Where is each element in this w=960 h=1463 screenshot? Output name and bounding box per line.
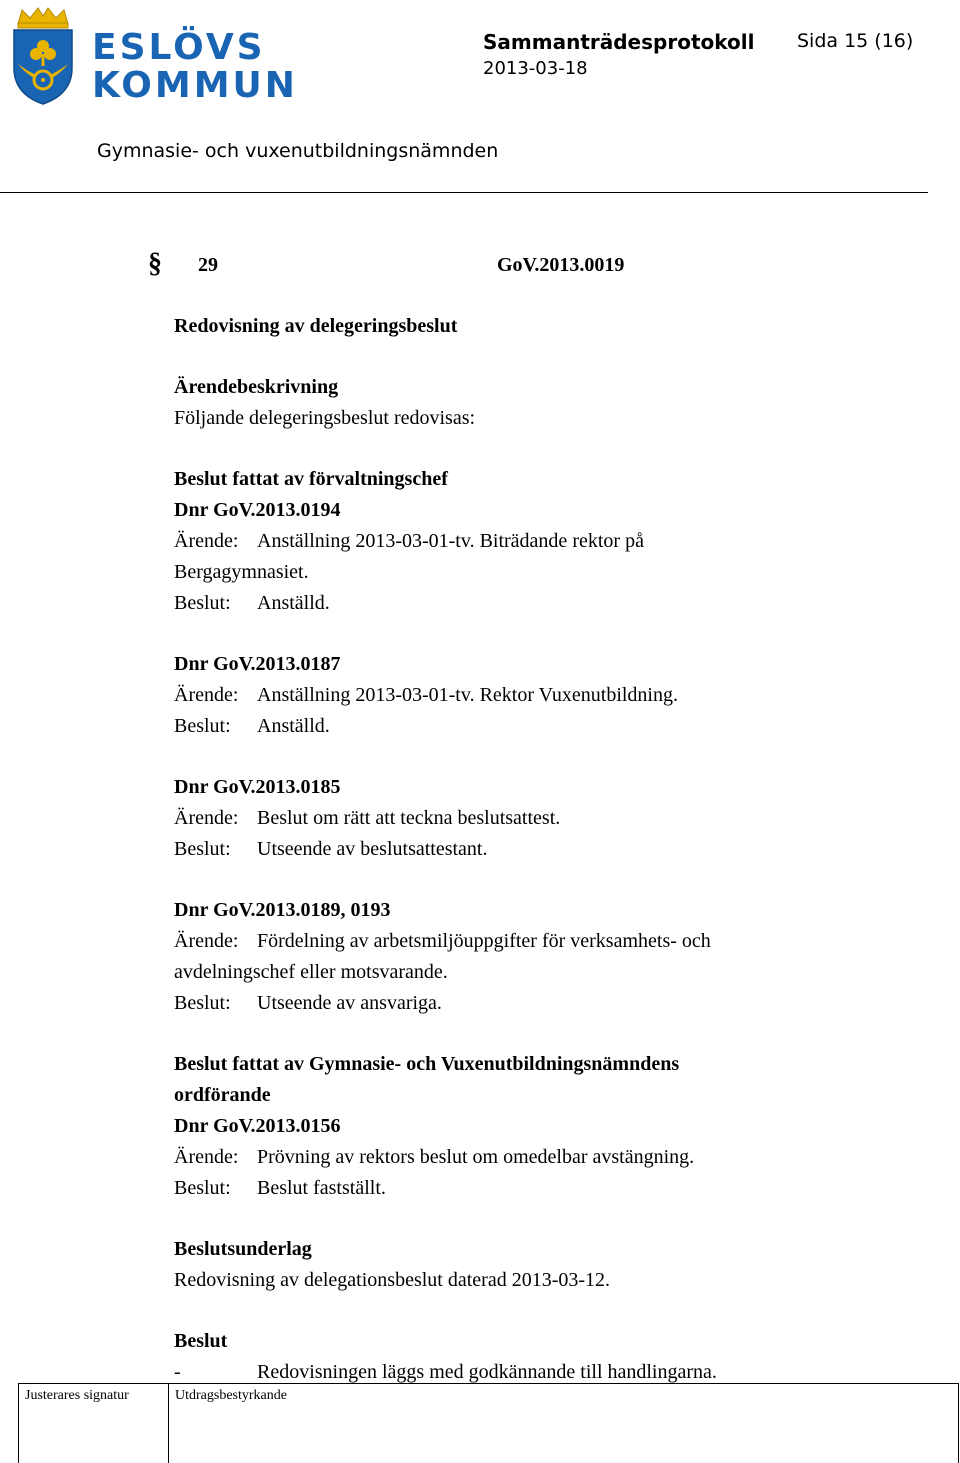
item-arende xyxy=(174,803,934,834)
section-number: 29 xyxy=(198,254,218,276)
protocol-date: 2013-03-18 xyxy=(483,58,588,79)
arende-label: Ärende: xyxy=(174,684,239,706)
arende-text: Anställning 2013-03-01-tv. Rektor Vuxenutbildning. xyxy=(257,684,678,706)
group2-heading: Beslut fattat av Gymnasie- och Vuxenutbildningsnämndens xyxy=(174,1053,680,1075)
footer-cell-utdrag xyxy=(168,1383,959,1463)
section-title: Redovisning av delegeringsbeslut xyxy=(174,315,458,337)
arende-text: Fördelning av arbetsmiljöuppgifter för verksamhets- och xyxy=(257,930,711,952)
item-beslut xyxy=(174,588,934,619)
beslut-item-text: Redovisningen läggs med godkännande till handlingarna. xyxy=(257,1361,717,1383)
arende-label: Ärende: xyxy=(174,1146,239,1168)
arende-text-cont: avdelningschef eller motsvarande. xyxy=(174,961,448,983)
beslutsunderlag-text: Redovisning av delegationsbeslut daterad 2013-03-12. xyxy=(174,1269,611,1291)
paragraph-symbol: § xyxy=(148,248,162,279)
item-arende xyxy=(174,1142,934,1173)
arende-label: Ärende: xyxy=(174,807,239,829)
beslut-heading: Beslut xyxy=(174,1330,228,1352)
beslut-text: Utseende av beslutsattestant. xyxy=(257,838,488,860)
item-dnr: Dnr GoV.2013.0189, 0193 xyxy=(174,899,391,921)
arende-text: Prövning av rektors beslut om omedelbar avstängning. xyxy=(257,1146,695,1168)
arende-text-cont: Bergagymnasiet. xyxy=(174,561,309,583)
utdragsbestyrkande-label: Utdragsbestyrkande xyxy=(175,1388,287,1403)
item-beslut xyxy=(174,711,934,742)
arendebeskrivning-heading: Ärendebeskrivning xyxy=(174,376,339,398)
protocol-title: Sammanträdesprotokoll xyxy=(483,30,755,54)
logo-text-line1: ESLÖVS xyxy=(92,27,266,68)
beslut-text: Anställd. xyxy=(257,592,330,614)
section-header xyxy=(148,248,934,281)
document-body xyxy=(148,248,934,1388)
group1-heading: Beslut fattat av förvaltningschef xyxy=(174,468,448,490)
item-beslut xyxy=(174,1173,934,1204)
beslutsunderlag-heading: Beslutsunderlag xyxy=(174,1238,312,1260)
beslut-label: Beslut: xyxy=(174,715,231,737)
department-name: Gymnasie- och vuxenutbildningsnämnden xyxy=(97,140,499,162)
beslut-label: Beslut: xyxy=(174,992,231,1014)
footer-cell-signature xyxy=(18,1383,168,1463)
item-arende xyxy=(174,526,934,557)
arendebeskrivning-text: Följande delegeringsbeslut redovisas: xyxy=(174,407,476,429)
item-beslut xyxy=(174,834,934,865)
footer-table xyxy=(0,1383,960,1463)
item-dnr: Dnr GoV.2013.0185 xyxy=(174,776,341,798)
beslut-text: Beslut fastställt. xyxy=(257,1177,386,1199)
crest-logo xyxy=(8,6,78,106)
beslut-label: Beslut: xyxy=(174,592,231,614)
header-divider xyxy=(0,192,928,193)
item-dnr: Dnr GoV.2013.0156 xyxy=(174,1115,341,1137)
group2-heading-cont: ordförande xyxy=(174,1084,271,1106)
item-arende xyxy=(174,926,934,957)
arende-label: Ärende: xyxy=(174,930,239,952)
beslut-text: Utseende av ansvariga. xyxy=(257,992,442,1014)
arende-text: Beslut om rätt att teckna beslutsattest. xyxy=(257,807,561,829)
item-dnr: Dnr GoV.2013.0187 xyxy=(174,653,341,675)
arende-label: Ärende: xyxy=(174,530,239,552)
arende-text: Anställning 2013-03-01-tv. Biträdande rektor på xyxy=(257,530,644,552)
item-arende xyxy=(174,680,934,711)
beslut-text: Anställd. xyxy=(257,715,330,737)
bullet: - xyxy=(174,1361,181,1383)
section-dnr: GoV.2013.0019 xyxy=(497,254,625,276)
logo-text-line2: KOMMUN xyxy=(92,65,298,106)
item-beslut xyxy=(174,988,934,1019)
page-number: Sida 15 (16) xyxy=(797,30,914,52)
beslut-label: Beslut: xyxy=(174,1177,231,1199)
beslut-label: Beslut: xyxy=(174,838,231,860)
justerares-signatur-label: Justerares signatur xyxy=(25,1388,129,1403)
item-dnr: Dnr GoV.2013.0194 xyxy=(174,499,341,521)
